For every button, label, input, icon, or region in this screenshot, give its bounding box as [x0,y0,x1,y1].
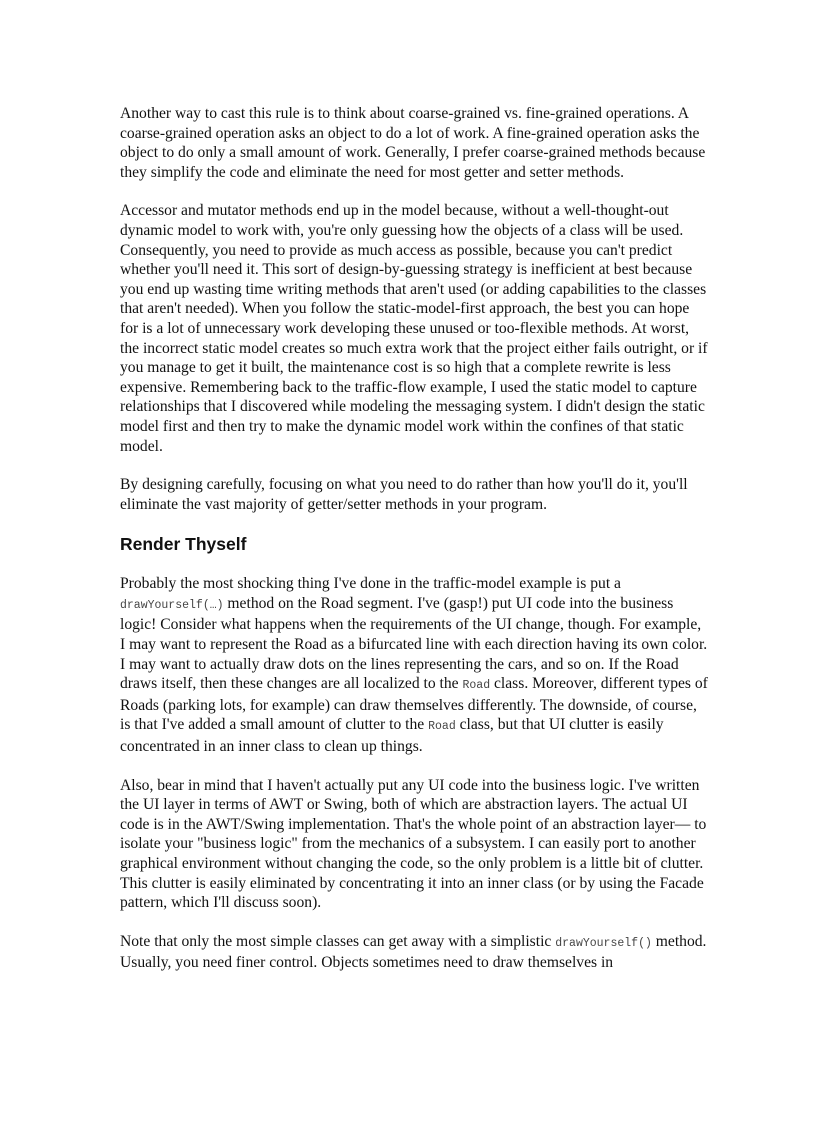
code-draw-yourself: drawYourself(…) [120,598,224,612]
code-road: Road [428,720,456,734]
code-road: Road [462,679,491,693]
paragraph-abstraction-layer: Also, bear in mind that I haven't actually put any UI code into the business logic. I've written the UI layer in terms of AWT or Swing, both of which are abstraction layers. The actual UI code is in the AWT/Swing implementation. That's the whole point of an abstraction layer— to isolate your "business logic" from the mechanics of a subsystem. I can easily port to another graphical environment without changing the code, so the only problem is a little bit of clutter. This clutter is easily eliminated by concentrating it into an inner class (or by using the Facade pattern, which I'll discuss soon). [120,776,707,912]
paragraph-designing-carefully: By designing carefully, focusing on what you need to do rather than how you'll do it, you'll eliminate the vast majority of getter/setter methods in your program. [120,476,688,513]
code-draw-yourself-empty: drawYourself() [555,936,652,950]
paragraph-accessor-mutator: Accessor and mutator methods end up in the model because, without a well-thought-out dynamic model to work with, you're only guessing how the objects of a class will be used. Consequently, you need to provide as much access as possible, because you can't predict whether you'll need it. This sort of design-by-guessing strategy is inefficient at best because you end up wasting time writing methods that aren't used (or adding capabilities to the classes that aren't needed). When you follow the static-model-first approach, the best you can hope for is a lot of unnecessary work developing these unused or too-flexible methods. At worst, the incorrect static model creates so much extra work that the project either fails outright, or if you manage to get it built, the maintenance cost is so high that a complete rewrite is less expensive. Remembering back to the traffic-flow example, I used the static model to capture relationships that I discovered while modeling the messaging system. I didn't design the static model first and then try to make the dynamic model work within the confines of that static model. [120,202,708,455]
paragraph-coarse-grained: Another way to cast this rule is to think about coarse-grained vs. fine-grained operations. A coarse-grained operation asks an object to do a lot of work. A fine-grained operation asks the object to do only a small amount of work. Generally, I prefer coarse-grained methods because they simplify the code and eliminate the need for most getter and setter methods. [120,105,706,181]
paragraph-simple-classes [120,932,710,973]
text-run: method on the Road segment. I've (gasp!) put UI code into the business logic! Consider what happens when the requirements of the UI change, though. For example, I may want to represent the Road as a bifurcated line with each direction having its own color. I may want to actually draw dots on the lines representing the cars, and so on. If the Road draws itself, then these changes are all localized to the [120,594,708,693]
text-run: Note that only the most simple classes can get away with a simplistic [120,932,556,950]
text-run: method. Usually, you need finer control. Objects sometimes need to draw themselves in [120,932,707,972]
paragraph-shocking-thing [120,574,710,756]
section-heading-render-thyself: Render Thyself [120,534,247,555]
text-run: class, but that UI clutter is easily concentrated in an inner class to clean up things. [120,716,664,756]
document-page [120,104,710,992]
text-run: class. Moreover, different types of Roads (parking lots, for example) can draw themselves differently. The downside, of course, is that I've added a small amount of clutter to the [120,675,708,734]
text-run: Probably the most shocking thing I've done in the traffic-model example is put a [120,575,621,593]
